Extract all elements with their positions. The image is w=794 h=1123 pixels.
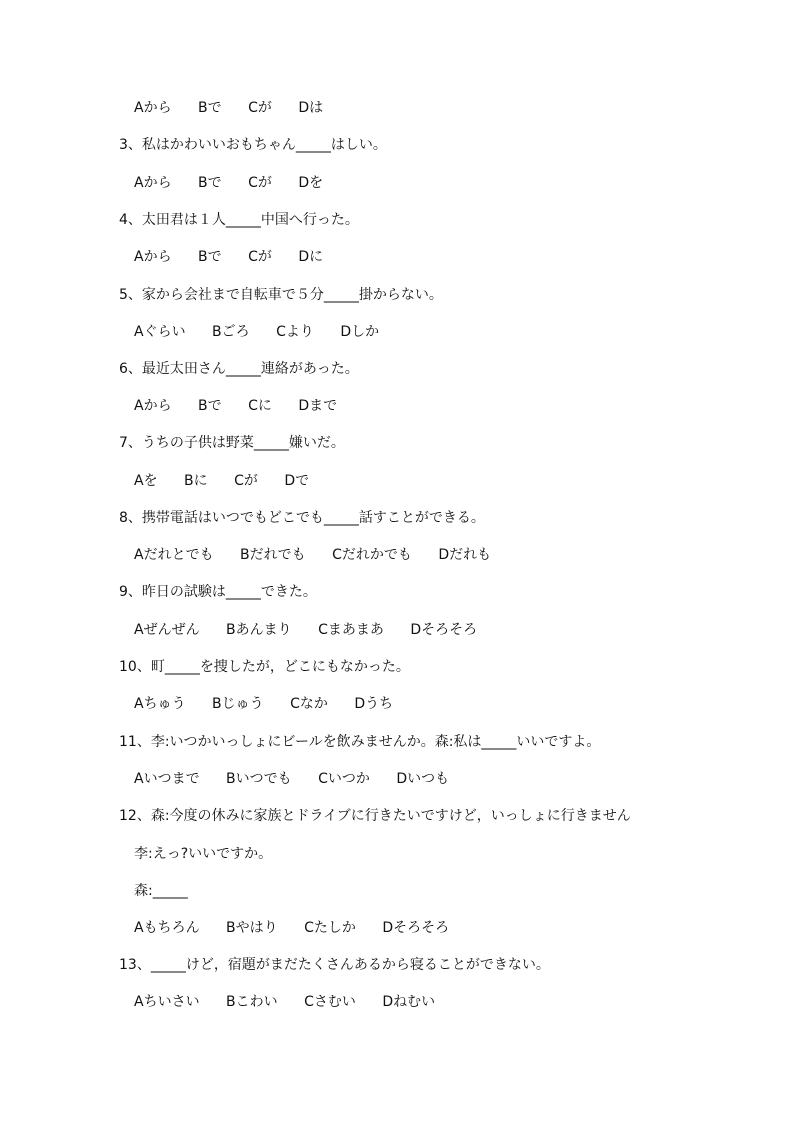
option-a: Aいつまで bbox=[134, 771, 200, 787]
option-c: Cが bbox=[234, 473, 258, 489]
question-6: 6、最近太田さん_____連絡があった。 bbox=[119, 361, 359, 377]
option-b: Bじゅう bbox=[212, 696, 264, 712]
question-9: 9、昨日の試験は_____できた。 bbox=[119, 584, 317, 600]
option-b: Bいつでも bbox=[226, 771, 292, 787]
option-c: Cが bbox=[248, 175, 272, 191]
options-row-q4 bbox=[134, 248, 323, 266]
option-d: Dそろそろ bbox=[382, 920, 450, 936]
question-12: 12、森:今度の休みに家族とドライブに行きたいですけど，いっしょに行きません bbox=[119, 808, 631, 824]
question-12-line-2: 李:えっ?いいですか。 bbox=[134, 846, 273, 862]
options-row-q2 bbox=[134, 99, 323, 117]
option-a: Aぜんぜん bbox=[134, 622, 200, 638]
options-row-q9 bbox=[134, 621, 477, 639]
option-d: Dいつも bbox=[396, 771, 450, 787]
option-d: Dしか bbox=[340, 324, 380, 340]
option-d: Dに bbox=[298, 249, 324, 265]
option-b: Bこわい bbox=[226, 994, 278, 1010]
options-row-q13 bbox=[134, 993, 435, 1011]
option-a: Aを bbox=[134, 473, 158, 489]
option-d: Dだれも bbox=[438, 547, 492, 563]
options-row-q12 bbox=[134, 919, 449, 937]
option-b: Bに bbox=[184, 473, 208, 489]
question-5: 5、家から会社まで自転車で５分_____掛からない。 bbox=[119, 287, 443, 303]
option-c: Cさむい bbox=[304, 994, 356, 1010]
option-d: Dで bbox=[284, 473, 310, 489]
option-c: Cが bbox=[248, 249, 272, 265]
option-a: Aから bbox=[134, 249, 172, 265]
option-c: Cだれかでも bbox=[332, 547, 412, 563]
options-row-q11 bbox=[134, 770, 449, 788]
options-row-q7 bbox=[134, 472, 309, 490]
option-b: Bで bbox=[198, 175, 222, 191]
option-b: Bだれでも bbox=[240, 547, 306, 563]
option-b: Bで bbox=[198, 398, 222, 414]
question-12-line-3: 森:_____ bbox=[134, 883, 188, 899]
option-a: Aちいさい bbox=[134, 994, 200, 1010]
option-b: Bで bbox=[198, 249, 222, 265]
question-13: 13、_____けど，宿題がまだたくさんあるから寝ることができない。 bbox=[119, 957, 550, 973]
option-a: Aぐらい bbox=[134, 324, 186, 340]
option-d: Dうち bbox=[354, 696, 394, 712]
option-d: Dは bbox=[298, 100, 324, 116]
question-3: 3、私はかわいいおもちゃん_____はしい。 bbox=[119, 137, 387, 153]
options-row-q3 bbox=[134, 174, 323, 192]
option-a: Aから bbox=[134, 398, 172, 414]
option-a: Aちゅう bbox=[134, 696, 186, 712]
option-b: Bで bbox=[198, 100, 222, 116]
option-d: Dまで bbox=[298, 398, 338, 414]
option-b: Bやはり bbox=[226, 920, 278, 936]
option-c: Cが bbox=[248, 100, 272, 116]
question-10: 10、町_____を捜したが，どこにもなかった。 bbox=[119, 659, 410, 675]
option-b: Bあんまり bbox=[226, 622, 292, 638]
question-4: 4、太田君は１人_____中国へ行った。 bbox=[119, 212, 359, 228]
option-c: Cたしか bbox=[304, 920, 356, 936]
options-row-q8 bbox=[134, 546, 491, 564]
option-a: Aから bbox=[134, 100, 172, 116]
option-c: Cに bbox=[248, 398, 272, 414]
options-row-q6 bbox=[134, 397, 337, 415]
option-c: Cまあまあ bbox=[318, 622, 384, 638]
option-a: Aから bbox=[134, 175, 172, 191]
option-d: Dねむい bbox=[382, 994, 436, 1010]
question-8: 8、携帯電話はいつでもどこでも_____話すことができる。 bbox=[119, 510, 485, 526]
option-d: Dそろそろ bbox=[410, 622, 478, 638]
option-c: Cいつか bbox=[318, 771, 370, 787]
option-a: Aだれとでも bbox=[134, 547, 214, 563]
options-row-q5 bbox=[134, 323, 379, 341]
question-7: 7、うちの子供は野菜_____嫌いだ。 bbox=[119, 435, 345, 451]
option-d: Dを bbox=[298, 175, 324, 191]
options-row-q10 bbox=[134, 695, 393, 713]
option-b: Bごろ bbox=[212, 324, 250, 340]
option-c: Cより bbox=[276, 324, 314, 340]
question-11: 11、李:いつかいっしょにビールを飲みませんか。森:私は_____いいですよ。 bbox=[119, 734, 601, 750]
option-c: Cなか bbox=[290, 696, 328, 712]
option-a: Aもちろん bbox=[134, 920, 200, 936]
